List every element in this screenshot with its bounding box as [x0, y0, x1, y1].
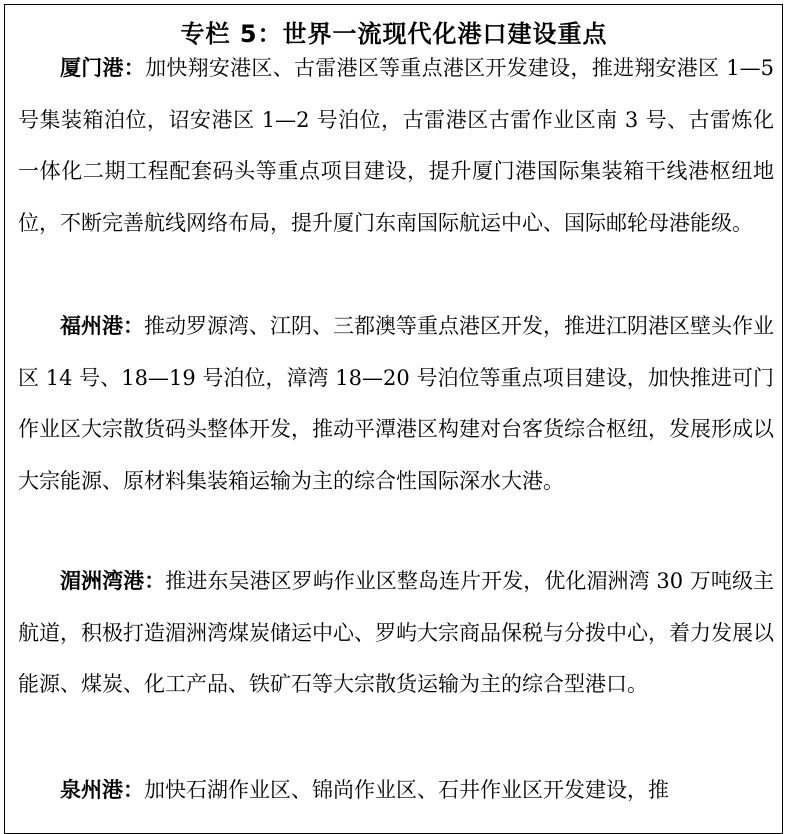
section-label: 福州港：: [60, 314, 144, 338]
section-text: 加快翔安港区、古雷港区等重点港区开发建设，推进翔安港区 1—5 号集装箱泊位，诏安港区 1—2 号泊位，古雷港区古雷作业区南 3 号、古雷炼化一体化二期工程配套码头等重点项目建设，提升厦门港国际集装箱干线港枢纽地位，不断完善航线网络布局，提升厦门东南国际航运中心、国际邮轮母港能级。: [18, 56, 774, 235]
section-text: 推进东吴港区罗屿作业区整岛连片开发，优化湄洲湾 30 万吨级主航道，积极打造湄洲湾煤炭储运中心、罗屿大宗商品保税与分拨中心，着力发展以能源、煤炭、化工产品、铁矿石等大宗散货运输为主的综合型港口。: [18, 569, 774, 696]
section-quanzhou: [18, 765, 774, 817]
section-label: 厦门港：: [60, 56, 146, 80]
section-text: 推动罗源湾、江阴、三都澳等重点港区开发，推进江阴港区壁头作业区 14 号、18—19 号泊位，漳湾 18—20 号泊位等重点项目建设，加快推进可门作业区大宗散货码头整体开发，推动平潭港区构建对台客货综合枢纽，发展形成以大宗能源、原材料集装箱运输为主的综合性国际深水大港。: [18, 314, 774, 493]
section-xiamen: [18, 43, 774, 249]
section-fuzhou: [18, 301, 774, 507]
section-label: 泉州港：: [60, 778, 144, 802]
section-text: 加快石湖作业区、锦尚作业区、石井作业区开发建设，推: [144, 778, 669, 802]
section-label: 湄洲湾港：: [60, 569, 166, 593]
section-meizhouwan: [18, 556, 774, 711]
column-title: 专栏 5：世界一流现代化港口建设重点: [180, 20, 608, 48]
